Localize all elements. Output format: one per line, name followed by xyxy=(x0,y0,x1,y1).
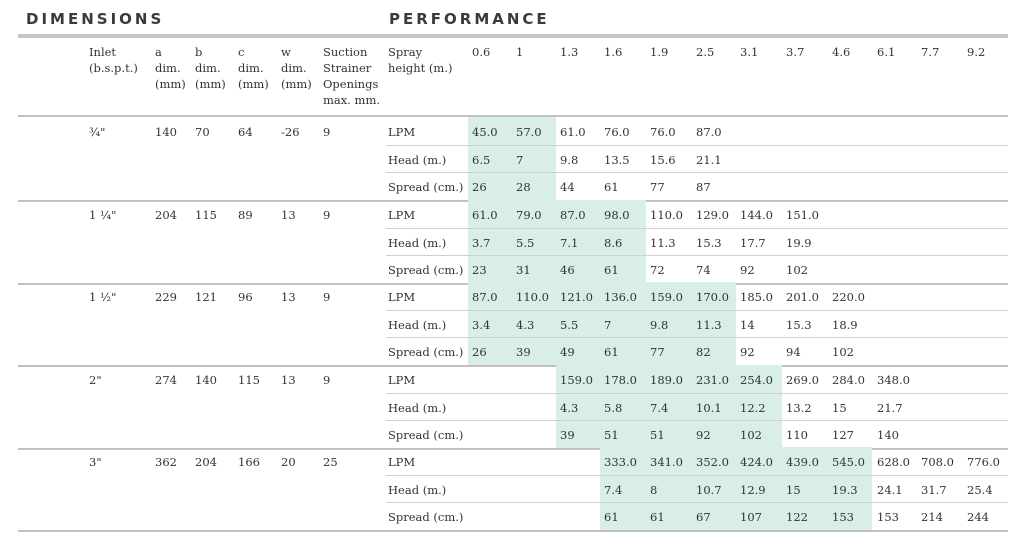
header-inlet: Inlet (b.s.p.t.) xyxy=(89,45,138,75)
table-cell: 231.0 xyxy=(696,373,729,387)
dimension-value: 20 xyxy=(281,455,296,469)
table-cell: 102 xyxy=(786,263,808,277)
table-cell: 23 xyxy=(472,263,487,277)
table-cell: 5.5 xyxy=(516,235,535,250)
row-label: Head (m.) xyxy=(388,400,447,415)
table-cell: 61.0 xyxy=(560,125,586,139)
table-cell: 24.1 xyxy=(877,482,903,497)
spray-height-value: 1.6 xyxy=(604,45,623,59)
table-cell: 79.0 xyxy=(516,208,542,222)
row-divider xyxy=(386,228,1008,229)
table-cell: 220.0 xyxy=(832,290,865,304)
table-cell: 122 xyxy=(786,510,808,524)
table-cell: 61.0 xyxy=(472,208,498,222)
table-cell: 107 xyxy=(740,510,762,524)
row-divider xyxy=(386,420,1008,421)
table-cell: 201.0 xyxy=(786,290,819,304)
spray-height-value: 3.1 xyxy=(740,45,759,59)
row-divider xyxy=(386,502,1008,503)
table-cell: 12.2 xyxy=(740,400,766,415)
dimension-value: 3" xyxy=(89,455,102,469)
table-cell: 26 xyxy=(472,180,487,194)
table-cell: 19.9 xyxy=(786,235,812,250)
table-cell: 439.0 xyxy=(786,455,819,469)
table-cell: 15.3 xyxy=(786,317,812,332)
row-label: LPM xyxy=(388,125,416,139)
table-cell: 352.0 xyxy=(696,455,729,469)
table-cell: 708.0 xyxy=(921,455,954,469)
dimension-value: 362 xyxy=(155,455,177,469)
table-cell: 9.8 xyxy=(650,317,669,332)
table-cell: 4.3 xyxy=(516,317,535,332)
table-cell: 49 xyxy=(560,345,575,359)
table-cell: 159.0 xyxy=(560,373,593,387)
table-cell: 76.0 xyxy=(604,125,630,139)
table-cell: 12.9 xyxy=(740,482,766,497)
dimension-value: 64 xyxy=(238,125,253,139)
row-divider xyxy=(386,475,1008,476)
table-cell: 110.0 xyxy=(516,290,549,304)
dimension-value: 9 xyxy=(323,125,331,139)
table-cell: 25.4 xyxy=(967,482,993,497)
table-cell: 5.5 xyxy=(560,317,579,332)
table-cell: 98.0 xyxy=(604,208,630,222)
table-cell: 67 xyxy=(696,510,711,524)
table-cell: 61 xyxy=(604,263,619,277)
table-cell: 57.0 xyxy=(516,125,542,139)
table-cell: 11.3 xyxy=(696,317,722,332)
table-cell: 333.0 xyxy=(604,455,637,469)
table-cell: 151.0 xyxy=(786,208,819,222)
table-cell: 44 xyxy=(560,180,575,194)
dimension-value: 1 ¼" xyxy=(89,208,117,222)
table-cell: 45.0 xyxy=(472,125,498,139)
table-cell: 39 xyxy=(516,345,531,359)
table-cell: 7 xyxy=(604,317,612,332)
table-cell: 82 xyxy=(696,345,711,359)
table-cell: 341.0 xyxy=(650,455,683,469)
table-cell: 185.0 xyxy=(740,290,773,304)
dimension-value: 140 xyxy=(155,125,177,139)
row-label: Spread (cm.) xyxy=(388,345,464,359)
dimension-value: 115 xyxy=(195,208,217,222)
row-label: LPM xyxy=(388,455,416,469)
table-cell: 776.0 xyxy=(967,455,1000,469)
row-divider xyxy=(386,145,1008,146)
row-label: Head (m.) xyxy=(388,317,447,332)
table-cell: 214 xyxy=(921,510,943,524)
table-cell: 7 xyxy=(516,152,524,167)
spray-height-value: 2.5 xyxy=(696,45,715,59)
table-cell: 110 xyxy=(786,428,808,442)
table-cell: 87.0 xyxy=(560,208,586,222)
table-cell: 76.0 xyxy=(650,125,676,139)
dimension-value: 115 xyxy=(238,373,260,387)
table-cell: 19.3 xyxy=(832,482,858,497)
dimension-value: 13 xyxy=(281,290,296,304)
table-cell: 178.0 xyxy=(604,373,637,387)
row-label: Head (m.) xyxy=(388,235,447,250)
table-cell: 170.0 xyxy=(696,290,729,304)
header-a-dim: a dim. (mm) xyxy=(155,45,186,91)
table-cell: 61 xyxy=(604,180,619,194)
table-cell: 92 xyxy=(740,345,755,359)
table-cell: 18.9 xyxy=(832,317,858,332)
table-cell: 153 xyxy=(832,510,854,524)
spray-height-value: 7.7 xyxy=(921,45,940,59)
row-divider xyxy=(386,172,1008,173)
table-cell: 51 xyxy=(604,428,619,442)
table-cell: 3.7 xyxy=(472,235,491,250)
table-cell: 92 xyxy=(696,428,711,442)
dimension-value: 166 xyxy=(238,455,260,469)
table-cell: 254.0 xyxy=(740,373,773,387)
table-cell: 92 xyxy=(740,263,755,277)
table-cell: 5.8 xyxy=(604,400,623,415)
dimension-value: 1 ½" xyxy=(89,290,117,304)
table-cell: 136.0 xyxy=(604,290,637,304)
table-cell: 4.3 xyxy=(560,400,579,415)
table-cell: 6.5 xyxy=(472,152,491,167)
table-cell: 129.0 xyxy=(696,208,729,222)
table-cell: 7.4 xyxy=(604,482,623,497)
table-cell: 26 xyxy=(472,345,487,359)
table-cell: 424.0 xyxy=(740,455,773,469)
table-cell: 545.0 xyxy=(832,455,865,469)
row-divider xyxy=(386,393,1008,394)
table-cell: 15.6 xyxy=(650,152,676,167)
dimension-value: 13 xyxy=(281,208,296,222)
table-cell: 15 xyxy=(832,400,847,415)
spray-height-value: 1.9 xyxy=(650,45,669,59)
spray-height-value: 3.7 xyxy=(786,45,805,59)
table-cell: 77 xyxy=(650,345,665,359)
table-cell: 8.6 xyxy=(604,235,623,250)
table-cell: 51 xyxy=(650,428,665,442)
row-label: LPM xyxy=(388,373,416,387)
table-cell: 628.0 xyxy=(877,455,910,469)
table-cell: 159.0 xyxy=(650,290,683,304)
table-cell: 72 xyxy=(650,263,665,277)
table-cell: 8 xyxy=(650,482,658,497)
performance-title: PERFORMANCE xyxy=(389,10,550,28)
spray-height-value: 1 xyxy=(516,45,524,59)
table-cell: 10.7 xyxy=(696,482,722,497)
table-cell: 87 xyxy=(696,180,711,194)
table-cell: 94 xyxy=(786,345,801,359)
dimension-value: 140 xyxy=(195,373,217,387)
dimension-value: 9 xyxy=(323,208,331,222)
table-cell: 269.0 xyxy=(786,373,819,387)
spray-height-value: 0.6 xyxy=(472,45,491,59)
table-cell: 7.1 xyxy=(560,235,579,250)
row-label: LPM xyxy=(388,208,416,222)
dimension-value: 229 xyxy=(155,290,177,304)
dimension-value: 13 xyxy=(281,373,296,387)
dimension-value: 89 xyxy=(238,208,253,222)
row-label: Spread (cm.) xyxy=(388,180,464,194)
spray-height-value: 9.2 xyxy=(967,45,986,59)
row-label: Spread (cm.) xyxy=(388,510,464,524)
table-cell: 14 xyxy=(740,317,755,332)
spray-height-value: 4.6 xyxy=(832,45,851,59)
dimension-value: 9 xyxy=(323,373,331,387)
row-divider xyxy=(386,255,1008,256)
header-spray-height: Spray height (m.) xyxy=(388,45,453,75)
row-divider xyxy=(386,337,1008,338)
header-b-dim: b dim. (mm) xyxy=(195,45,226,91)
dimension-value: -26 xyxy=(281,125,300,139)
table-cell: 153 xyxy=(877,510,899,524)
table-cell: 244 xyxy=(967,510,989,524)
table-cell: 10.1 xyxy=(696,400,722,415)
table-cell: 348.0 xyxy=(877,373,910,387)
table-cell: 61 xyxy=(604,345,619,359)
row-label: Spread (cm.) xyxy=(388,263,464,277)
spray-height-value: 1.3 xyxy=(560,45,579,59)
table-cell: 61 xyxy=(650,510,665,524)
header-w-dim: w dim. (mm) xyxy=(281,45,312,91)
spray-height-value: 6.1 xyxy=(877,45,896,59)
dimension-value: 25 xyxy=(323,455,338,469)
dimension-value: 121 xyxy=(195,290,217,304)
table-cell: 17.7 xyxy=(740,235,766,250)
table-cell: 110.0 xyxy=(650,208,683,222)
table-cell: 87.0 xyxy=(472,290,498,304)
table-cell: 13.5 xyxy=(604,152,630,167)
table-cell: 61 xyxy=(604,510,619,524)
table-cell: 15.3 xyxy=(696,235,722,250)
table-cell: 21.7 xyxy=(877,400,903,415)
group-divider xyxy=(18,530,1008,532)
table-cell: 87.0 xyxy=(696,125,722,139)
row-divider xyxy=(386,310,1008,311)
table-cell: 28 xyxy=(516,180,531,194)
table-cell: 39 xyxy=(560,428,575,442)
dimension-value: 9 xyxy=(323,290,331,304)
dimension-value: 204 xyxy=(195,455,217,469)
header-strainer: Suction Strainer Openings max. mm. xyxy=(323,45,381,107)
table-cell: 74 xyxy=(696,263,711,277)
table-cell: 189.0 xyxy=(650,373,683,387)
dimension-value: 204 xyxy=(155,208,177,222)
dimension-value: 2" xyxy=(89,373,102,387)
table-cell: 9.8 xyxy=(560,152,579,167)
table-cell: 13.2 xyxy=(786,400,812,415)
table-cell: 46 xyxy=(560,263,575,277)
dimensions-title: DIMENSIONS xyxy=(26,10,165,28)
table-cell: 31 xyxy=(516,263,531,277)
row-label: Spread (cm.) xyxy=(388,428,464,442)
table-cell: 284.0 xyxy=(832,373,865,387)
table-cell: 77 xyxy=(650,180,665,194)
dimension-value: 96 xyxy=(238,290,253,304)
row-label: Head (m.) xyxy=(388,482,447,497)
header-c-dim: c dim. (mm) xyxy=(238,45,269,91)
table-cell: 140 xyxy=(877,428,899,442)
table-cell: 144.0 xyxy=(740,208,773,222)
table-cell: 3.4 xyxy=(472,317,491,332)
table-cell: 31.7 xyxy=(921,482,947,497)
table-cell: 7.4 xyxy=(650,400,669,415)
dimension-value: 70 xyxy=(195,125,210,139)
table-cell: 21.1 xyxy=(696,152,722,167)
table-cell: 127 xyxy=(832,428,854,442)
table-cell: 102 xyxy=(832,345,854,359)
table-cell: 102 xyxy=(740,428,762,442)
row-label: LPM xyxy=(388,290,416,304)
dimension-value: ¾" xyxy=(89,125,106,139)
row-label: Head (m.) xyxy=(388,152,447,167)
dimension-value: 274 xyxy=(155,373,177,387)
table-cell: 121.0 xyxy=(560,290,593,304)
table-cell: 11.3 xyxy=(650,235,676,250)
table-cell: 15 xyxy=(786,482,801,497)
group-divider xyxy=(18,365,1008,367)
